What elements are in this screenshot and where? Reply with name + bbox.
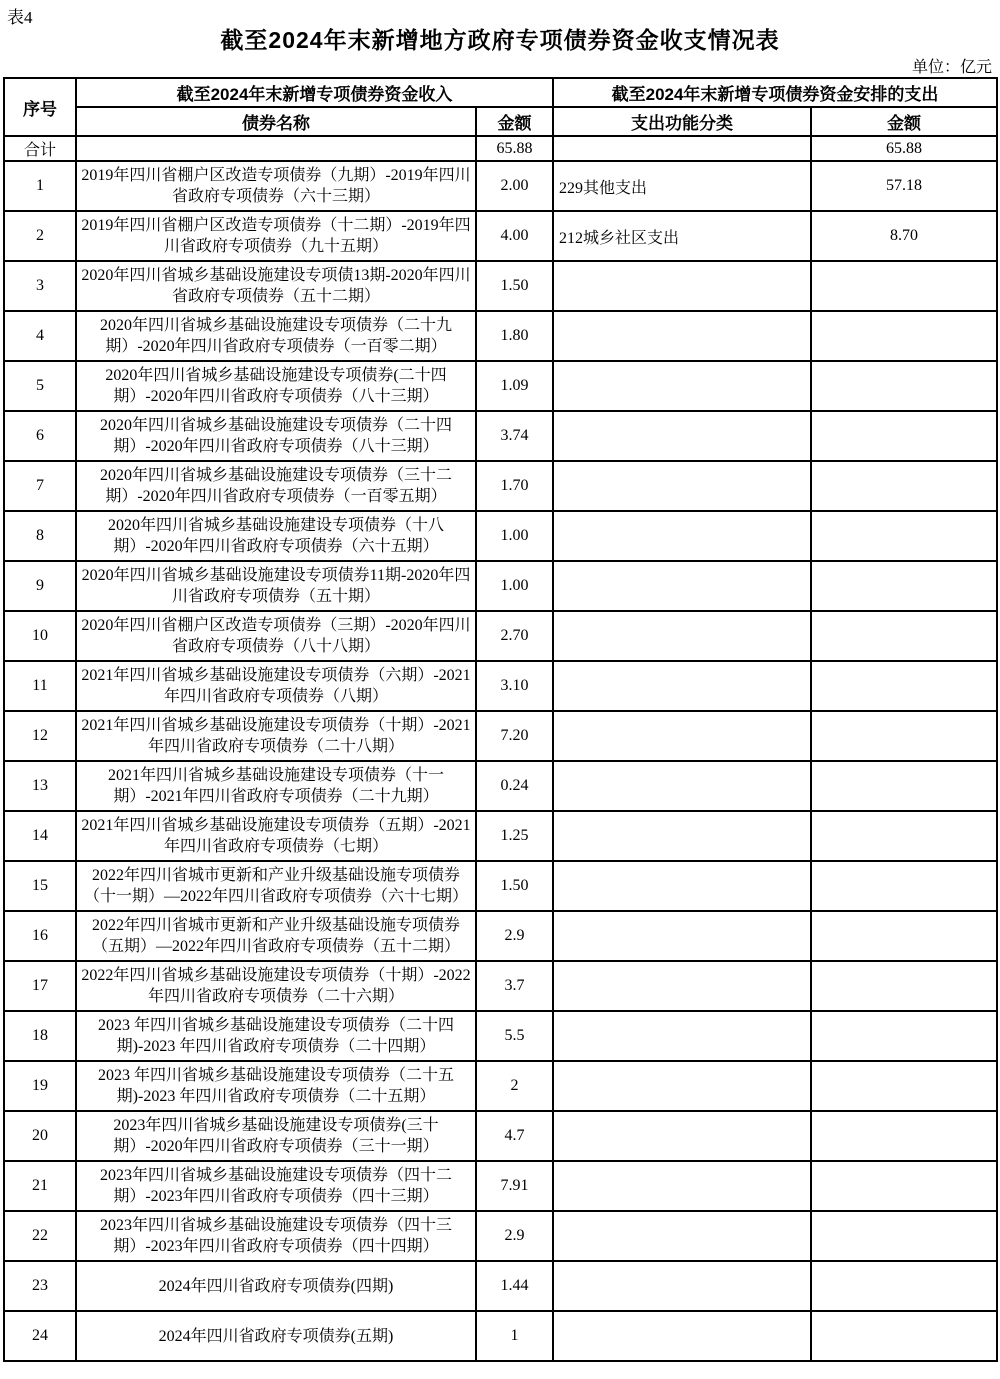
row-bond-name (76, 811, 476, 861)
row-expenditure-category (553, 1261, 811, 1311)
row-bond-name-text: 2022年四川省城乡基础设施建设专项债券（十期）-2022年四川省政府专项债券（二十六期） (81, 967, 471, 1005)
row-income-amount: 1.70 (476, 461, 553, 511)
table-row (4, 711, 997, 761)
row-income-amount: 4.7 (476, 1111, 553, 1161)
row-serial: 16 (4, 911, 76, 961)
row-bond-name-text: 2023年四川省城乡基础设施建设专项债券（四十三期）-2023年四川省政府专项债券（四十四期） (99, 1217, 452, 1255)
row-expenditure-amount (811, 861, 997, 911)
row-income-amount: 1.09 (476, 361, 553, 411)
header-expenditure-amount: 金额 (811, 107, 997, 136)
row-bond-name (76, 961, 476, 1011)
row-bond-name (76, 611, 476, 661)
row-bond-name-text: 2021年四川省城乡基础设施建设专项债券（六期）-2021年四川省政府专项债券（八期） (81, 667, 471, 705)
row-bond-name-text: 2020年四川省城乡基础设施建设专项债券（二十九期）-2020年四川省政府专项债券（一百零二期） (99, 317, 452, 355)
row-expenditure-category (553, 711, 811, 761)
table-row (4, 1311, 997, 1361)
row-bond-name-text: 2021年四川省城乡基础设施建设专项债券（五期）-2021年四川省政府专项债券（七期） (81, 817, 471, 855)
row-income-amount: 1.50 (476, 261, 553, 311)
row-bond-name-text: 2023年四川省城乡基础设施建设专项债券(三十期）-2020年四川省政府专项债券（三十一期） (113, 1117, 439, 1155)
row-bond-name-text: 2020年四川省城乡基础设施建设专项债券（三十二期）-2020年四川省政府专项债券（一百零五期） (99, 467, 452, 505)
page-title: 截至2024年末新增地方政府专项债券资金收支情况表 (220, 27, 780, 53)
row-serial: 15 (4, 861, 76, 911)
row-income-amount: 1.44 (476, 1261, 553, 1311)
row-serial: 11 (4, 661, 76, 711)
row-expenditure-category (553, 1161, 811, 1211)
row-expenditure-category (553, 261, 811, 311)
header-income-amount: 金额 (476, 107, 553, 136)
header-serial: 序号 (4, 78, 76, 136)
row-serial: 1 (4, 161, 76, 211)
row-bond-name-text: 2023年四川省城乡基础设施建设专项债券（四十二期）-2023年四川省政府专项债券（四十三期） (99, 1167, 452, 1205)
row-serial: 24 (4, 1311, 76, 1361)
row-income-amount: 1.25 (476, 811, 553, 861)
row-expenditure-amount: 57.18 (811, 161, 997, 211)
table-body (4, 136, 997, 1361)
row-income-amount: 2.70 (476, 611, 553, 661)
row-bond-name-text: 2020年四川省棚户区改造专项债券（三期）-2020年四川省政府专项债券（八十八期） (81, 617, 471, 655)
row-income-amount: 2.9 (476, 911, 553, 961)
row-expenditure-category (553, 461, 811, 511)
row-bond-name-text: 2022年四川省城市更新和产业升级基础设施专项债券（十一期）—2022年四川省政府专项债券（六十七期） (83, 867, 468, 905)
table-row (4, 811, 997, 861)
row-income-amount: 0.24 (476, 761, 553, 811)
row-expenditure-amount: 8.70 (811, 211, 997, 261)
row-bond-name (76, 1011, 476, 1061)
row-income-amount: 4.00 (476, 211, 553, 261)
table-row (4, 861, 997, 911)
row-bond-name (76, 261, 476, 311)
row-expenditure-amount (811, 1061, 997, 1111)
table-row (4, 1061, 997, 1111)
row-bond-name (76, 411, 476, 461)
row-bond-name-text: 2024年四川省政府专项债券(五期) (158, 1327, 394, 1345)
table-row (4, 1011, 997, 1061)
row-bond-name (76, 311, 476, 361)
row-bond-name (76, 161, 476, 211)
row-expenditure-category (553, 1061, 811, 1111)
row-income-amount: 2.00 (476, 161, 553, 211)
row-bond-name (76, 1261, 476, 1311)
table-number-label: 表4 (7, 8, 33, 27)
row-expenditure-category (553, 811, 811, 861)
row-bond-name (76, 661, 476, 711)
row-expenditure-amount (811, 261, 997, 311)
row-expenditure-amount (811, 1161, 997, 1211)
table-row (4, 361, 997, 411)
row-serial: 21 (4, 1161, 76, 1211)
row-expenditure-category (553, 511, 811, 561)
row-expenditure-amount (811, 511, 997, 561)
row-serial: 7 (4, 461, 76, 511)
row-income-amount: 1.50 (476, 861, 553, 911)
header-bond-name: 债券名称 (76, 107, 476, 136)
row-serial: 2 (4, 211, 76, 261)
total-expenditure-amount: 65.88 (811, 136, 997, 161)
table-row (4, 211, 997, 261)
row-serial: 22 (4, 1211, 76, 1261)
row-expenditure-amount (811, 611, 997, 661)
row-expenditure-category (553, 311, 811, 361)
row-income-amount: 2.9 (476, 1211, 553, 1261)
row-serial: 13 (4, 761, 76, 811)
row-income-amount: 1.80 (476, 311, 553, 361)
row-serial: 18 (4, 1011, 76, 1061)
row-bond-name (76, 511, 476, 561)
row-bond-name-text: 2019年四川省棚户区改造专项债券（十二期）-2019年四川省政府专项债券（九十五期） (81, 217, 471, 255)
row-serial: 14 (4, 811, 76, 861)
row-expenditure-amount (811, 1211, 997, 1261)
row-expenditure-category (553, 611, 811, 661)
row-bond-name (76, 211, 476, 261)
table-row (4, 311, 997, 361)
header-income-section: 截至2024年末新增专项债券资金收入 (76, 78, 553, 107)
table-row (4, 961, 997, 1011)
row-serial: 4 (4, 311, 76, 361)
row-expenditure-category: 229其他支出 (553, 161, 811, 211)
row-expenditure-category (553, 911, 811, 961)
row-serial: 10 (4, 611, 76, 661)
row-expenditure-category (553, 361, 811, 411)
row-bond-name (76, 711, 476, 761)
row-bond-name (76, 761, 476, 811)
row-expenditure-amount (811, 761, 997, 811)
row-income-amount: 7.20 (476, 711, 553, 761)
row-bond-name (76, 861, 476, 911)
table-row (4, 1211, 997, 1261)
row-bond-name (76, 1311, 476, 1361)
row-bond-name (76, 1111, 476, 1161)
table-header (4, 78, 997, 136)
row-serial: 19 (4, 1061, 76, 1111)
row-serial: 5 (4, 361, 76, 411)
bond-funds-table (3, 77, 998, 1362)
table-row (4, 161, 997, 211)
row-bond-name-text: 2023 年四川省城乡基础设施建设专项债券（二十五期)-2023 年四川省政府专项债券（二十五期） (97, 1067, 454, 1105)
table-row (4, 1261, 997, 1311)
total-expenditure-category-empty (553, 136, 811, 161)
table-row (4, 761, 997, 811)
header-expenditure-section: 截至2024年末新增专项债券资金安排的支出 (553, 78, 997, 107)
row-bond-name (76, 1061, 476, 1111)
row-bond-name (76, 361, 476, 411)
row-expenditure-amount (811, 461, 997, 511)
row-bond-name (76, 561, 476, 611)
row-bond-name-text: 2020年四川省城乡基础设施建设专项债13期-2020年四川省政府专项债券（五十二期） (81, 267, 471, 305)
table-row (4, 561, 997, 611)
row-expenditure-category: 212城乡社区支出 (553, 211, 811, 261)
row-serial: 8 (4, 511, 76, 561)
row-bond-name-text: 2020年四川省城乡基础设施建设专项债券11期-2020年四川省政府专项债券（五十期） (81, 567, 471, 605)
row-bond-name-text: 2020年四川省城乡基础设施建设专项债券(二十四期）-2020年四川省政府专项债券（八十三期） (105, 367, 447, 405)
row-bond-name-text: 2024年四川省政府专项债券(四期) (158, 1277, 394, 1295)
row-bond-name-text: 2020年四川省城乡基础设施建设专项债券（十八期）-2020年四川省政府专项债券（六十五期） (107, 517, 444, 555)
table-row (4, 1161, 997, 1211)
row-serial: 9 (4, 561, 76, 611)
table-row (4, 1111, 997, 1161)
total-label: 合计 (4, 136, 76, 161)
row-expenditure-amount (811, 911, 997, 961)
total-bond-name-empty (76, 136, 476, 161)
row-bond-name-text: 2021年四川省城乡基础设施建设专项债券（十一期）-2021年四川省政府专项债券（二十九期） (107, 767, 444, 805)
row-bond-name-text: 2021年四川省城乡基础设施建设专项债券（十期）-2021年四川省政府专项债券（二十八期） (81, 717, 471, 755)
unit-note: 单位：亿元 (911, 59, 992, 76)
row-income-amount: 5.5 (476, 1011, 553, 1061)
row-serial: 20 (4, 1111, 76, 1161)
row-expenditure-amount (811, 411, 997, 461)
row-expenditure-category (553, 961, 811, 1011)
row-expenditure-category (553, 1111, 811, 1161)
row-income-amount: 7.91 (476, 1161, 553, 1211)
row-income-amount: 3.74 (476, 411, 553, 461)
row-expenditure-category (553, 1011, 811, 1061)
table-row (4, 911, 997, 961)
row-expenditure-amount (811, 561, 997, 611)
row-expenditure-category (553, 661, 811, 711)
row-expenditure-amount (811, 711, 997, 761)
row-serial: 23 (4, 1261, 76, 1311)
row-expenditure-category (553, 1311, 811, 1361)
row-expenditure-category (553, 411, 811, 461)
row-bond-name (76, 1211, 476, 1261)
table-row (4, 411, 997, 461)
row-expenditure-amount (811, 1111, 997, 1161)
row-bond-name-text: 2023 年四川省城乡基础设施建设专项债券（二十四期)-2023 年四川省政府专项债券（二十四期） (97, 1017, 454, 1055)
row-expenditure-amount (811, 361, 997, 411)
row-income-amount: 1.00 (476, 511, 553, 561)
row-serial: 17 (4, 961, 76, 1011)
row-bond-name-text: 2019年四川省棚户区改造专项债券（九期）-2019年四川省政府专项债券（六十三期） (81, 167, 471, 205)
row-serial: 6 (4, 411, 76, 461)
total-income-amount: 65.88 (476, 136, 553, 161)
total-row (4, 136, 997, 161)
row-serial: 3 (4, 261, 76, 311)
row-expenditure-category (553, 861, 811, 911)
table-row (4, 611, 997, 661)
table-row (4, 661, 997, 711)
row-expenditure-category (553, 761, 811, 811)
row-bond-name (76, 1161, 476, 1211)
row-expenditure-amount (811, 311, 997, 361)
table-row (4, 511, 997, 561)
row-expenditure-amount (811, 1261, 997, 1311)
row-expenditure-amount (811, 1311, 997, 1361)
row-bond-name (76, 461, 476, 511)
row-income-amount: 1 (476, 1311, 553, 1361)
row-expenditure-category (553, 561, 811, 611)
row-expenditure-amount (811, 811, 997, 861)
row-bond-name-text: 2022年四川省城市更新和产业升级基础设施专项债券（五期）—2022年四川省政府专项债券（五十二期） (91, 917, 460, 955)
row-bond-name-text: 2020年四川省城乡基础设施建设专项债券（二十四期）-2020年四川省政府专项债券（八十三期） (99, 417, 452, 455)
row-expenditure-amount (811, 1011, 997, 1061)
row-income-amount: 1.00 (476, 561, 553, 611)
row-bond-name (76, 911, 476, 961)
table-row (4, 461, 997, 511)
row-expenditure-amount (811, 961, 997, 1011)
table-row (4, 261, 997, 311)
header-expenditure-category: 支出功能分类 (553, 107, 811, 136)
row-income-amount: 3.7 (476, 961, 553, 1011)
row-income-amount: 2 (476, 1061, 553, 1111)
row-expenditure-category (553, 1211, 811, 1261)
row-income-amount: 3.10 (476, 661, 553, 711)
row-serial: 12 (4, 711, 76, 761)
row-expenditure-amount (811, 661, 997, 711)
